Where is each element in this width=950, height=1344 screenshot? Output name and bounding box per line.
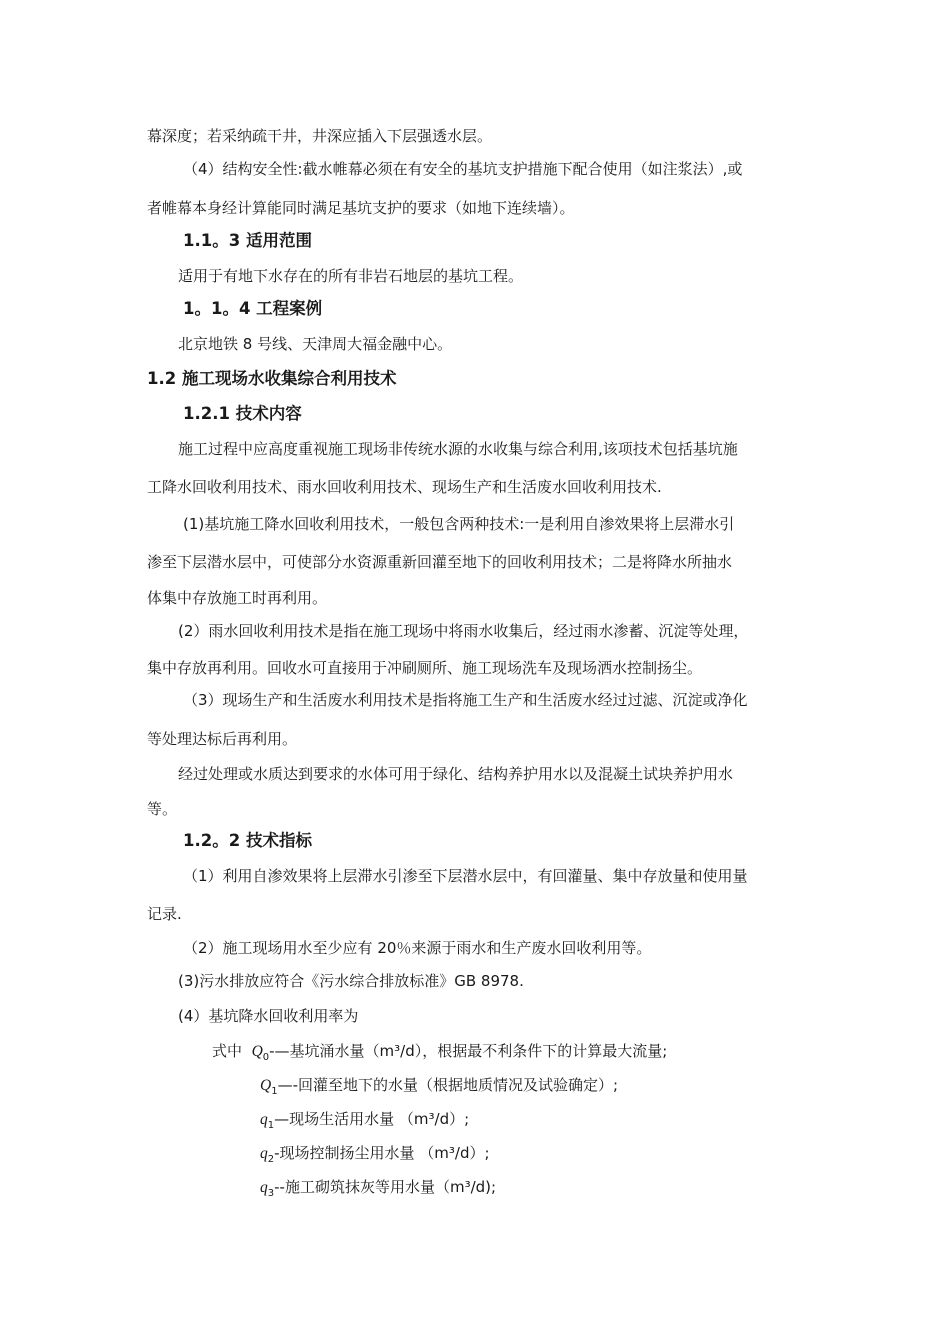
paragraph-line: 等处理达标后再利用。 (147, 730, 298, 748)
paragraph-line: (1)基坑施工降水回收利用技术，一般包含两种技术:一是利用自渗效果将上层滞水引 (183, 515, 735, 533)
paragraph-line: 等。 (147, 800, 178, 818)
paragraph-line: 工降水回收利用技术、雨水回收利用技术、现场生产和生活废水回收利用技术. (147, 478, 662, 496)
formula-symbol: q (260, 1145, 268, 1162)
section-heading: 1。1。4 工程案例 (183, 299, 323, 318)
formula-definition (212, 1041, 912, 1062)
formula-symbol: q (260, 1179, 268, 1196)
paragraph-line: 施工过程中应高度重视施工现场非传统水源的水收集与综合利用,该项技术包括基坑施 (178, 440, 738, 458)
paragraph-line: (2）雨水回收利用技术是指在施工现场中将雨水收集后，经过雨水渗蓄、沉淀等处理， (178, 622, 749, 640)
formula-subscript: 1 (267, 1120, 275, 1131)
paragraph-line: 适用于有地下水存在的所有非岩石地层的基坑工程。 (178, 267, 524, 285)
formula-subscript: 3 (267, 1188, 275, 1199)
paragraph-line: 者帷幕本身经计算能同时满足基坑支护的要求（如地下连续墙）。 (147, 199, 575, 217)
formula-definition (260, 1177, 910, 1198)
formula-text: -现场控制扬尘用水量 （m³/d）; (274, 1144, 490, 1162)
paragraph-line: (3)污水排放应符合《污水综合排放标准》GB 8978. (178, 972, 524, 990)
paragraph-line: （4）结构安全性:截水帷幕必须在有安全的基坑支护措施下配合使用（如注浆法）,或 (183, 160, 743, 178)
section-heading: 1.2.1 技术内容 (183, 404, 302, 423)
formula-text: -—基坑涌水量（m³/d），根据最不利条件下的计算最大流量; (269, 1042, 668, 1060)
paragraph-line: 经过处理或水质达到要求的水体可用于绿化、结构养护用水以及混凝土试块养护用水 (178, 765, 734, 783)
paragraph-line: 幕深度；若采纳疏干井，井深应插入下层强透水层。 (147, 127, 493, 145)
paragraph-line: 北京地铁 8 号线、天津周大福金融中心。 (178, 335, 453, 353)
formula-text: --施工砌筑抹灰等用水量（m³/d); (274, 1178, 497, 1196)
paragraph-line: （2）施工现场用水至少应有 20％来源于雨水和生产废水回收利用等。 (183, 939, 652, 957)
paragraph-line: 体集中存放施工时再利用。 (147, 589, 328, 607)
paragraph-line: (4）基坑降水回收利用率为 (178, 1007, 359, 1025)
paragraph-line: 集中存放再利用。回收水可直接用于冲刷厕所、施工现场洗车及现场洒水控制扬尘。 (147, 659, 703, 677)
formula-prefix: 式中 (212, 1042, 243, 1060)
formula-definition (260, 1143, 910, 1164)
formula-symbol: Q (251, 1043, 263, 1060)
formula-symbol: q (260, 1111, 268, 1128)
paragraph-line: 记录. (147, 905, 182, 923)
formula-subscript: 0 (262, 1052, 270, 1063)
formula-text: —现场生活用水量 （m³/d）; (274, 1110, 470, 1128)
formula-symbol: Q (260, 1077, 272, 1094)
formula-definition (260, 1109, 910, 1130)
formula-definition (260, 1075, 910, 1096)
formula-text: —-回灌至地下的水量（根据地质情况及试验确定）; (277, 1076, 619, 1094)
paragraph-line: 渗至下层潜水层中，可使部分水资源重新回灌至地下的回收利用技术；二是将降水所抽水 (147, 553, 733, 571)
paragraph-line: （3）现场生产和生活废水利用技术是指将施工生产和生活废水经过过滤、沉淀或净化 (183, 691, 748, 709)
section-heading: 1.1。3 适用范围 (183, 231, 312, 250)
formula-subscript: 2 (267, 1154, 275, 1165)
paragraph-line: （1）利用自渗效果将上层滞水引渗至下层潜水层中，有回灌量、集中存放量和使用量 (183, 867, 748, 885)
formula-subscript: 1 (271, 1086, 278, 1097)
section-heading: 1.2。2 技术指标 (183, 831, 312, 850)
chapter-heading: 1.2 施工现场水收集综合利用技术 (147, 369, 397, 388)
